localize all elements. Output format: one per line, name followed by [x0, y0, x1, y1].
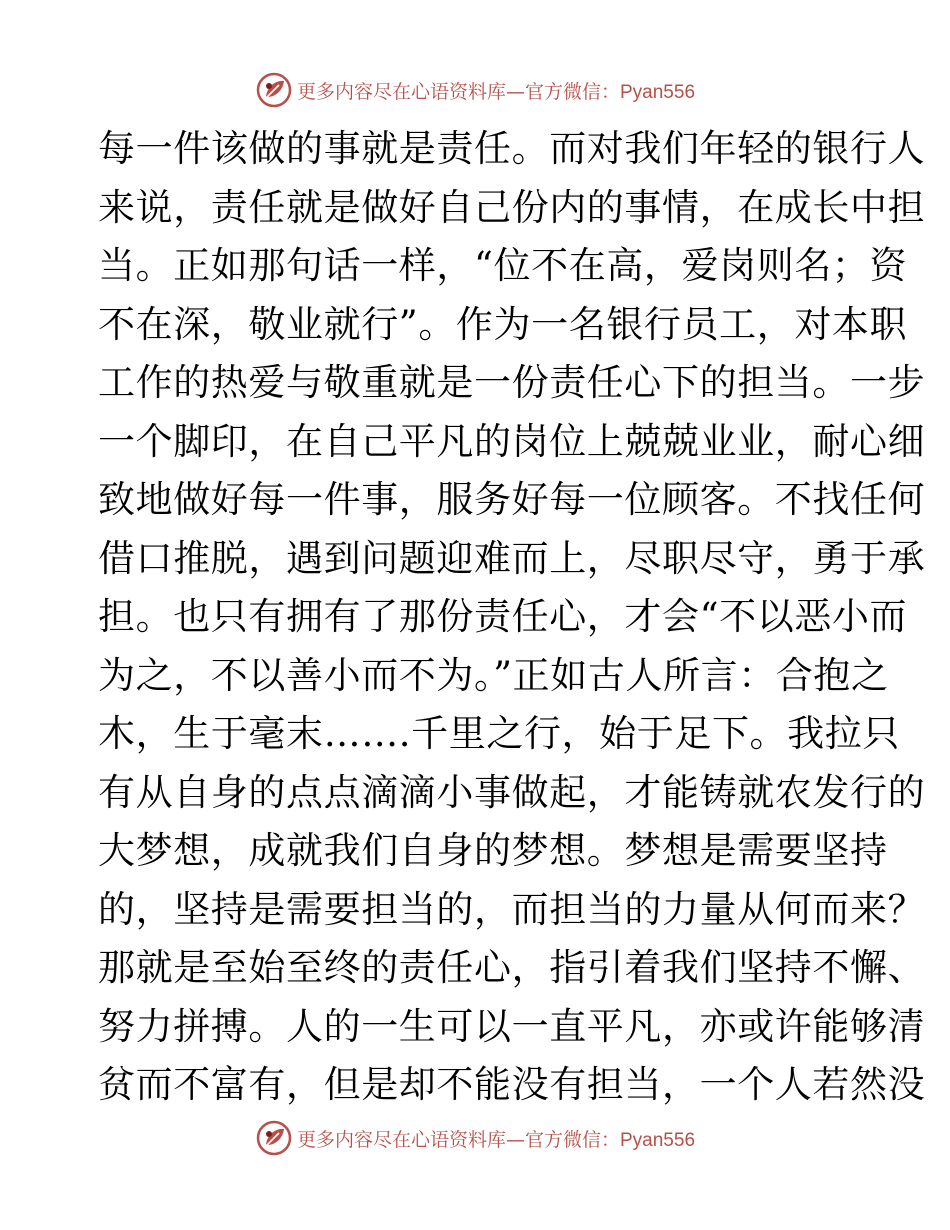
watermark-cn: 更多内容尽在心语资料库 — [296, 1128, 506, 1151]
watermark-separator: — — [505, 1128, 525, 1151]
body-text-line: 那就是至始至终的责任心，指引着我们坚持不懈、 — [98, 946, 926, 989]
body-text-line: 工作的热爱与敬重就是一份责任心下的担当。一步 — [98, 361, 926, 404]
body-text-line: 为之，不以善小而不为。”正如古人所言：合抱之 — [98, 653, 889, 697]
watermark-id: Pyan556 — [620, 1129, 696, 1151]
watermark-id: Pyan556 — [620, 81, 696, 103]
body-text-line: 努力拼搏。人的一生可以一直平凡，亦或许能够清 — [98, 1004, 926, 1048]
body-text-line: 担。也只有拥有了那份责任心，才会“不以恶小而 — [98, 595, 908, 638]
body-text-line: 一个脚印，在自己平凡的岗位上兢兢业业，耐心细 — [98, 419, 926, 463]
watermark-label: 官方微信： — [524, 1128, 620, 1151]
leaf-circle-logo-icon — [255, 71, 293, 109]
body-text-line: 不在深，敬业就行”。作为一名银行员工，对本职 — [98, 302, 908, 346]
watermark-separator: — — [505, 80, 525, 103]
body-text-line: 当。正如那句话一样，“位不在高，爱岗则名；资 — [98, 244, 908, 287]
watermark-cn: 更多内容尽在心语资料库 — [296, 80, 506, 103]
body-text-line: 贫而不富有，但是却不能没有担当，一个人若然没 — [98, 1063, 926, 1106]
body-text-line: 木，生于毫末…….千里之行，始于足下。我拉只 — [98, 712, 900, 755]
body-text-line: 每一件该做的事就是责任。而对我们年轻的银行人 — [98, 127, 926, 170]
leaf-circle-logo-icon — [255, 1119, 293, 1157]
watermark-text — [297, 77, 695, 104]
footer-watermark — [0, 1118, 950, 1158]
body-text-line: 有从自身的点点滴滴小事做起，才能铸就农发行的 — [98, 770, 926, 814]
watermark-text — [297, 1125, 695, 1152]
body-text-line: 借口推脱，遇到问题迎难而上，尽职尽守，勇于承 — [98, 536, 926, 580]
watermark-label: 官方微信： — [524, 80, 620, 103]
body-text-line: 大梦想，成就我们自身的梦想。梦想是需要坚持 — [98, 829, 888, 872]
document-body — [98, 120, 926, 1115]
body-text-line: 的，坚持是需要担当的，而担当的力量从何而来？ — [98, 887, 926, 931]
body-text-line: 来说，责任就是做好自己份内的事情，在成长中担 — [98, 185, 926, 229]
header-watermark — [0, 70, 950, 110]
body-text-line: 致地做好每一件事，服务好每一位顾客。不找任何 — [98, 478, 926, 521]
